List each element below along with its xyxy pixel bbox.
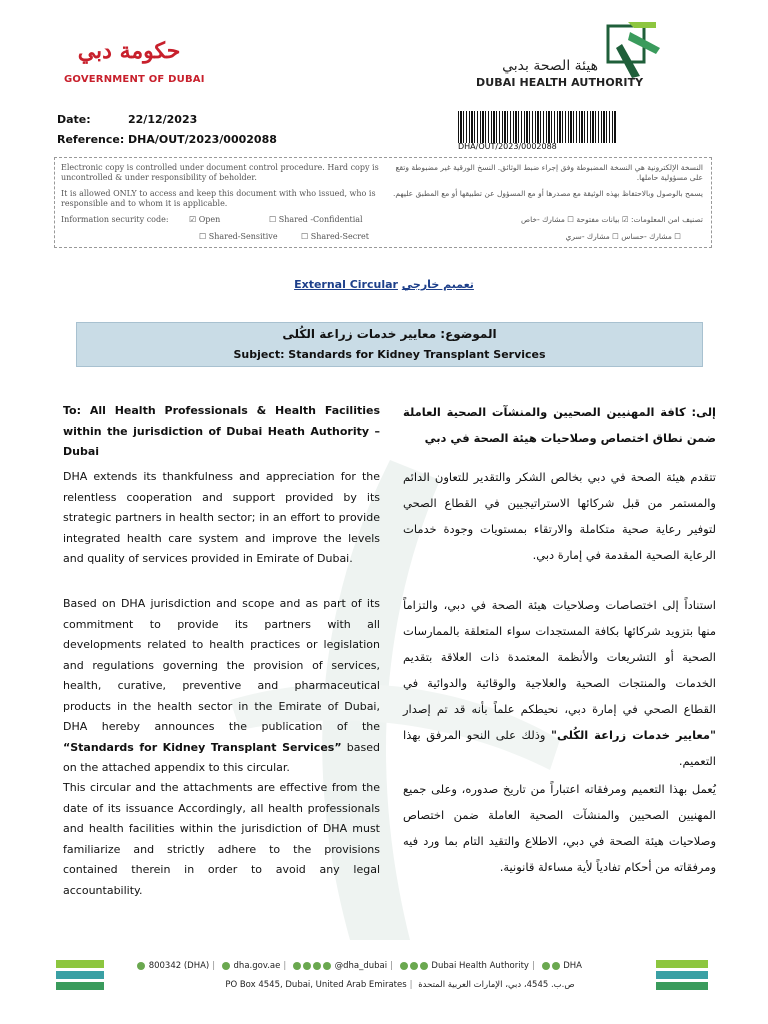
notice-ar-4: ☐ مشارك -حساس ☐ مشارك -سري (565, 232, 681, 241)
notice-en-1: Electronic copy is controlled under document control procedure. Hard copy is uncontrolled & under responsibility of beholder. (61, 163, 379, 182)
whatsapp-icon[interactable] (552, 962, 560, 970)
web-icon (222, 962, 230, 970)
footer-address: PO Box 4545, Dubai, United Arab Emirates | ص.ب. 4545، دبي، الإمارات العربية المتحدة (225, 980, 575, 990)
dha-logo-arabic: هيئة الصحة بدبي (502, 58, 598, 74)
option-shared-confidential: ☐ Shared -Confidential (269, 215, 363, 224)
footer-short[interactable]: DHA (563, 961, 583, 971)
dha-logo-icon (600, 18, 662, 80)
arabic-paragraph-3: يُعمل بهذا التعميم ومرفقاته اعتباراً من تاريخ صدوره، وعلى جميع المهنيين الصحيين والمنشآت الصحية العاملة ضمن اختصاص وصلاحيات هيئة الصحة في دبي، الاطلاع والتقيد التام بما ورد فيه ومرفقاته من أحكام تفادياً لأية مساءلة قانونية. (403, 782, 716, 874)
barcode-text: DHA/OUT/2023/0002088 (458, 142, 557, 151)
notice-en-3-label: Information security code: (61, 215, 169, 224)
subject-english: Subject: Standards for Kidney Transplant Services (233, 348, 546, 361)
footer-handle[interactable]: @dha_dubai (334, 961, 388, 971)
notice-ar-3: تصنيف امن المعلومات: ☑ بيانات مفتوحة ☐ مشارك -خاص (521, 215, 703, 224)
date-label: Date: (57, 113, 91, 126)
notice-ar-1: النسخة الإلكترونية هي النسخة المضبوطة وفق إجراء ضبط الوثائق. النسخ الورقية غير مضبوطة وتقع على مسؤولية حاملها. (395, 163, 703, 182)
twitter-icon[interactable] (293, 962, 301, 970)
phone-icon (137, 962, 145, 970)
english-p2-pre: Based on DHA jurisdiction and scope and as part of its commitment to provide its partners with all developments related to health practices or legislation and regulations governing the provision of services, health, curative, preventive and pharmaceutical products in the health sector in the Emirate of Dubai, DHA hereby announces the publication of the (63, 597, 380, 733)
ar-option-secret: مشارك -سري (565, 232, 610, 241)
date-value: 22/12/2023 (128, 113, 198, 126)
option-open-label: Open (198, 215, 221, 224)
circular-title-ar: تعميم خارجي (401, 278, 474, 291)
dha-logo-english: DUBAI HEALTH AUTHORITY (476, 76, 644, 89)
ar-option-sensitive: مشارك -حساس (621, 232, 672, 241)
facebook-icon[interactable] (420, 962, 428, 970)
circular-title-en: External Circular (294, 278, 398, 291)
option-shared-secret-label: Shared-Secret (310, 232, 369, 241)
linkedin-icon[interactable] (400, 962, 408, 970)
footer-brand-stripes-left (56, 960, 104, 992)
youtube-icon[interactable] (323, 962, 331, 970)
option-open: ☑ Open (189, 215, 221, 224)
footer-name[interactable]: Dubai Health Authority (431, 961, 529, 971)
gov-dubai-logo-english: GOVERNMENT OF DUBAI (64, 74, 205, 85)
document-control-notice (54, 157, 712, 248)
barcode (458, 111, 616, 143)
english-paragraph-3: This circular and the attachments are effective from the date of its issuance Accordingly, all health professionals and health facilities within the jurisdiction of DHA must familiarize and strictly adhere to the provisions contained therein in order to avoid any legal accountability. (63, 781, 380, 897)
english-paragraph-1: DHA extends its thankfulness and appreciation for the relentless cooperation and support provided by its strategic partners in health sector; in an effort to provide integrated health care system and improve the levels and quality of services provided in Emirate of Dubai. (63, 470, 380, 565)
english-p2-title: “Standards for Kidney Transplant Services” (63, 740, 342, 754)
footer-address-en: PO Box 4545, Dubai, United Arab Emirates (225, 980, 407, 990)
arabic-addressee: إلى: كافة المهنيين الصحيين والمنشآت الصحية العاملة ضمن نطاق اختصاص وصلاحيات هيئة الصحة في دبي (403, 405, 716, 445)
subject-box (76, 322, 703, 367)
tiktok-icon[interactable] (542, 962, 550, 970)
option-shared-confidential-label: Shared -Confidential (278, 215, 363, 224)
footer-contacts: 800342 (DHA) | dha.gov.ae | @dha_dubai | Dubai Health Authority | DHA (136, 961, 636, 971)
circular-title (0, 278, 768, 291)
reference-label: Reference: (57, 133, 125, 146)
reference-value: DHA/OUT/2023/0002088 (128, 133, 277, 146)
option-shared-sensitive-label: Shared-Sensitive (208, 232, 278, 241)
arabic-p2-post: وذلك على النحو المرفق بهذا التعميم. (403, 728, 716, 768)
footer-web[interactable]: dha.gov.ae (233, 961, 281, 971)
footer-phone[interactable]: 800342 (DHA) (148, 961, 210, 971)
footer-brand-stripes-right (656, 960, 708, 992)
english-paragraph-2 (63, 594, 380, 779)
option-shared-sensitive: ☐ Shared-Sensitive (199, 232, 278, 241)
subject-arabic: الموضوع: معايير خدمات زراعة الكُلى (282, 327, 497, 341)
notice-ar-2: يسمح بالوصول وبالاحتفاظ بهذه الوثيقة مع مصدرها أو مع المسؤول عن تطبيقها أو مع المطبق عليهم. (393, 189, 703, 198)
ar-option-open: بيانات مفتوحة (576, 215, 620, 224)
gov-dubai-logo-arabic: حكومة دبي (77, 38, 181, 64)
english-addressee: To: All Health Professionals & Health Facilities within the jurisdiction of Dubai Heath Authority –Dubai (63, 404, 380, 458)
arabic-p2-title: "معايير خدمات زراعة الكُلى" (550, 728, 717, 742)
arabic-paragraph-2 (403, 592, 716, 774)
ar-option-private: مشارك -خاص (521, 215, 565, 224)
notice-en-2: It is allowed ONLY to access and keep this document with who issued, who is responsible and to whom it is applicable. (61, 189, 376, 208)
instagram-icon[interactable] (303, 962, 311, 970)
notice-ar-3-label: تصنيف امن المعلومات: (630, 215, 703, 224)
option-shared-secret: ☐ Shared-Secret (301, 232, 369, 241)
arabic-p2-pre: استناداً إلى اختصاصات وصلاحيات هيئة الصحة في دبي، والتزاماً منها بتزويد شركائها بكافة المستجدات سواء المتعلقة بالممارسات الصحية أو التشريعات والأنظمة المعتمدة ذات العلاقة بتقديم الخدمات والمنتجات الصحية والعلاجية والوقائية والدوائية في القطاع الصحي في إمارة دبي، نحيطكم علماً بأنه قد تم إصدار (403, 598, 716, 716)
arabic-paragraph-1: تتقدم هيئة الصحة في دبي بخالص الشكر والتقدير للتعاون الدائم والمستمر من قبل شركائها الاستراتيجيين في القطاع الصحي لتوفير رعاية صحية متكاملة والارتقاء بمستويات وجودة خدمات الرعاية الصحية المقدمة في إمارة دبي. (403, 470, 716, 562)
snapchat-icon[interactable] (313, 962, 321, 970)
footer-address-ar: ص.ب. 4545، دبي، الإمارات العربية المتحدة (418, 980, 575, 990)
telegram-icon[interactable] (410, 962, 418, 970)
english-p2-post: based on the attached appendix to this circular. (63, 740, 380, 774)
